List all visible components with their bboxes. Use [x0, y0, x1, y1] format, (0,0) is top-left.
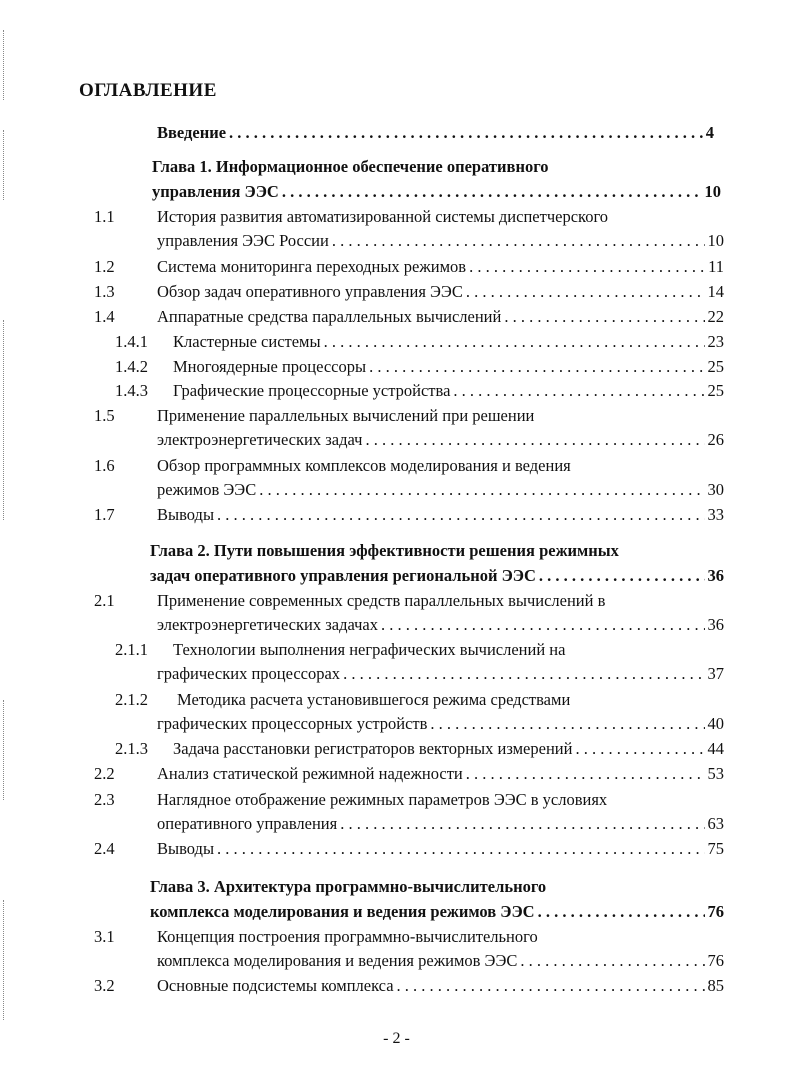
toc-entry-intro[interactable]	[157, 121, 714, 145]
toc-number: 1.3	[94, 282, 115, 301]
dot-leader	[282, 180, 702, 204]
toc-page-number: 10	[704, 182, 721, 201]
page-title: ОГЛАВЛЕНИЕ	[79, 80, 217, 101]
toc-entry-title: Задача расстановки регистраторов векторных измерений	[173, 739, 573, 758]
toc-entry-title: Кластерные системы	[173, 332, 321, 351]
dot-leader	[466, 280, 705, 304]
toc-number: 2.3	[94, 790, 115, 809]
toc-page-number: 30	[707, 480, 724, 499]
toc-page-number: 37	[707, 664, 724, 683]
toc-number: 1.4	[94, 307, 115, 326]
chapter-1-title-line1: Глава 1. Информационное обеспечение оперативного	[152, 157, 549, 176]
toc-entry-title: режимов ЭЭС	[157, 480, 257, 499]
toc-number: 1.1	[94, 207, 115, 226]
dot-leader	[217, 837, 704, 861]
toc-page-number: 4	[705, 123, 714, 142]
dot-leader	[466, 762, 705, 786]
toc-page-number: 85	[707, 976, 724, 995]
toc-number: 3.2	[94, 976, 115, 995]
toc-entry-title: Основные подсистемы комплекса	[157, 976, 394, 995]
toc-entry-1-4-3[interactable]	[173, 379, 724, 403]
toc-entry-title: оперативного управления	[157, 814, 338, 833]
dot-leader	[217, 503, 704, 527]
toc-page-number: 25	[707, 357, 724, 376]
toc-number: 1.4.2	[115, 357, 148, 376]
toc-entry-1-7[interactable]	[157, 503, 724, 527]
scan-margin-mark	[3, 130, 12, 200]
scan-margin-mark	[3, 700, 12, 800]
toc-page-number: 23	[707, 332, 724, 351]
toc-entry-title: Многоядерные процессоры	[173, 357, 367, 376]
dot-leader	[538, 900, 705, 924]
toc-page-number: 53	[707, 764, 724, 783]
toc-entry-1-2[interactable]	[157, 255, 724, 279]
toc-page-number: 63	[707, 814, 724, 833]
toc-entry-title: управления ЭЭС России	[157, 231, 329, 250]
toc-entry-chapter-3[interactable]	[150, 900, 724, 924]
toc-entry-2-1-3[interactable]	[173, 737, 724, 761]
page-number-footer: - 2 -	[383, 1030, 410, 1047]
toc-entry-chapter-2[interactable]	[150, 564, 724, 588]
toc-entry-3-1[interactable]	[157, 949, 724, 973]
toc-page-number: 26	[707, 430, 724, 449]
toc-entry-title: Обзор задач оперативного управления ЭЭС	[157, 282, 463, 301]
dot-leader	[229, 121, 703, 145]
scan-margin-mark	[3, 320, 12, 520]
toc-page-number: 44	[707, 739, 724, 758]
toc-entry-2-1-line1: Применение современных средств параллельных вычислений в	[157, 591, 606, 610]
toc-entry-1-1-line1: История развития автоматизированной системы диспетчерского	[157, 207, 609, 226]
toc-entry-2-2[interactable]	[157, 762, 724, 786]
toc-number: 1.5	[94, 406, 115, 425]
toc-entry-title: электроэнергетических задач	[157, 430, 363, 449]
toc-entry-1-3[interactable]	[157, 280, 724, 304]
toc-number: 2.4	[94, 839, 115, 858]
toc-page-number: 76	[707, 902, 724, 921]
dot-leader	[324, 330, 705, 354]
toc-entry-1-4[interactable]	[157, 305, 724, 329]
chapter-2-title-line1: Глава 2. Пути повышения эффективности решения режимных	[150, 541, 619, 560]
toc-entry-title: Выводы	[157, 505, 215, 524]
toc-entry-chapter-1[interactable]	[152, 180, 721, 204]
toc-entry-1-4-1[interactable]	[173, 330, 724, 354]
toc-page-number: 40	[707, 714, 724, 733]
dot-leader	[397, 974, 705, 998]
toc-entry-2-1-1-line1: Технологии выполнения неграфических вычислений на	[173, 640, 566, 659]
dot-leader	[332, 229, 705, 253]
toc-entry-title: комплекса моделирования и ведения режимов ЭЭС	[157, 951, 518, 970]
toc-page-number: 76	[707, 951, 724, 970]
toc-entry-1-5[interactable]	[157, 428, 724, 452]
toc-entry-2-1-1[interactable]	[157, 662, 724, 686]
dot-leader	[365, 428, 704, 452]
toc-number: 1.2	[94, 257, 115, 276]
toc-entry-title: комплекса моделирования и ведения режимов ЭЭС	[150, 902, 535, 921]
toc-page-number: 36	[707, 615, 724, 634]
toc-entry-3-2[interactable]	[157, 974, 724, 998]
toc-entry-2-1-2-line1: Методика расчета установившегося режима средствами	[177, 690, 571, 709]
toc-page-number: 11	[708, 257, 724, 276]
toc-number: 2.1.2	[115, 690, 148, 709]
toc-page-number: 75	[707, 839, 724, 858]
toc-number: 2.1.1	[115, 640, 148, 659]
toc-entry-title: Графические процессорные устройства	[173, 381, 451, 400]
toc-number: 1.4.1	[115, 332, 148, 351]
toc-entry-3-1-line1: Концепция построения программно-вычислительного	[157, 927, 538, 946]
toc-entry-2-1[interactable]	[157, 613, 724, 637]
toc-entry-title: задач оперативного управления региональной ЭЭС	[150, 566, 536, 585]
toc-entry-title: Введение	[157, 123, 227, 142]
toc-number: 1.7	[94, 505, 115, 524]
dot-leader	[369, 355, 704, 379]
toc-entry-title: графических процессорах	[157, 664, 341, 683]
toc-entry-title: электроэнергетических задачах	[157, 615, 379, 634]
toc-page-number: 33	[707, 505, 724, 524]
toc-entry-2-4[interactable]	[157, 837, 724, 861]
toc-page-number: 10	[707, 231, 724, 250]
toc-entry-title: управления ЭЭС	[152, 182, 279, 201]
dot-leader	[520, 949, 704, 973]
dot-leader	[453, 379, 704, 403]
toc-entry-1-6-line1: Обзор программных комплексов моделирования и ведения	[157, 456, 571, 475]
dot-leader	[469, 255, 705, 279]
toc-number: 1.6	[94, 456, 115, 475]
dot-leader	[575, 737, 704, 761]
toc-entry-1-6[interactable]	[157, 478, 724, 502]
toc-entry-title: графических процессорных устройств	[157, 714, 428, 733]
toc-page-number: 22	[707, 307, 724, 326]
scan-margin-mark	[3, 30, 12, 100]
toc-entry-1-5-line1: Применение параллельных вычислений при решении	[157, 406, 535, 425]
toc-page-number: 14	[707, 282, 724, 301]
toc-entry-title: Аппаратные средства параллельных вычислений	[157, 307, 502, 326]
toc-entry-title: Выводы	[157, 839, 215, 858]
dot-leader	[430, 712, 704, 736]
dot-leader	[539, 564, 705, 588]
toc-entry-title: Система мониторинга переходных режимов	[157, 257, 467, 276]
dot-leader	[340, 812, 704, 836]
toc-entry-1-4-2[interactable]	[173, 355, 724, 379]
dot-leader	[504, 305, 704, 329]
dot-leader	[381, 613, 704, 637]
chapter-3-title-line1: Глава 3. Архитектура программно-вычислительного	[150, 877, 547, 896]
toc-number: 1.4.3	[115, 381, 148, 400]
scan-margin-mark	[3, 900, 12, 1020]
dot-leader	[259, 478, 704, 502]
toc-number: 2.1.3	[115, 739, 148, 758]
toc-entry-title: Анализ статической режимной надежности	[157, 764, 463, 783]
toc-entry-1-1[interactable]	[157, 229, 724, 253]
toc-number: 3.1	[94, 927, 115, 946]
dot-leader	[343, 662, 704, 686]
toc-number: 2.1	[94, 591, 115, 610]
toc-page-number: 36	[707, 566, 724, 585]
toc-entry-2-1-2[interactable]	[157, 712, 724, 736]
toc-page-number: 25	[707, 381, 724, 400]
toc-number: 2.2	[94, 764, 115, 783]
toc-entry-2-3[interactable]	[157, 812, 724, 836]
toc-entry-2-3-line1: Наглядное отображение режимных параметров ЭЭС в условиях	[157, 790, 608, 809]
